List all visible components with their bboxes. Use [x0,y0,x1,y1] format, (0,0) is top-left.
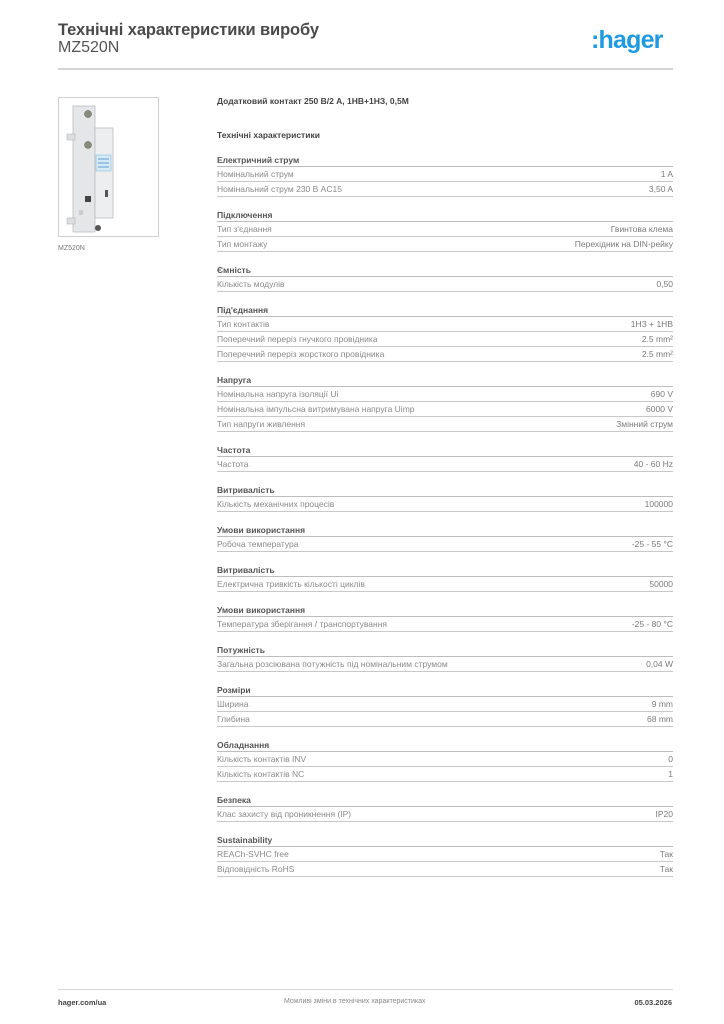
spec-group [217,603,673,632]
spec-label: Робоча температура [217,539,299,549]
spec-label: Відповідність RoHS [217,864,295,874]
spec-row [217,182,673,197]
spec-row [217,402,673,417]
spec-row [217,417,673,432]
spec-group [217,523,673,552]
spec-row [217,807,673,822]
spec-label: Кількість механічних процесів [217,499,335,509]
spec-label: Частота [217,459,249,469]
spec-value: -25 - 55 °C [631,539,673,549]
spec-group-title: Напруга [217,373,673,387]
spec-group-title: Частота [217,443,673,457]
spec-group-title: Витривалість [217,563,673,577]
spec-label: Клас захисту від проникнення (IP) [217,809,352,819]
header-divider [58,68,673,70]
spec-value: Змінний струм [616,419,673,429]
spec-group-title: Безпека [217,793,673,807]
spec-row [217,752,673,767]
spec-value: 68 mm [647,714,673,724]
spec-value: 50000 [649,579,673,589]
spec-row [217,387,673,402]
spec-value: 1 A [660,169,673,179]
spec-row [217,347,673,362]
spec-row [217,277,673,292]
spec-value: 3,50 A [648,184,673,194]
spec-value: Так [659,849,673,859]
spec-value: Так [659,864,673,874]
spec-group-title: Розміри [217,683,673,697]
spec-group [217,443,673,472]
spec-group [217,643,673,672]
spec-value: Гвинтова клема [610,224,673,234]
spec-group-title: Потужність [217,643,673,657]
spec-row [217,332,673,347]
spec-group-title: Ємність [217,263,673,277]
spec-label: Тип напруги живлення [217,419,306,429]
footer-divider [58,989,673,990]
spec-label: Тип контактів [217,319,270,329]
spec-label: Ширина [217,699,249,709]
spec-group [217,833,673,877]
spec-group-title: Під'єднання [217,303,673,317]
spec-group [217,683,673,727]
spec-group-title: Умови використання [217,603,673,617]
footer-website: hager.com/ua [58,998,107,1007]
spec-value: 2.5 mm² [641,334,673,344]
spec-label: Тип монтажу [217,239,268,249]
spec-group [217,303,673,362]
spec-row [217,617,673,632]
spec-value: 9 mm [651,699,673,709]
spec-label: Поперечний переріз гнучкого провідника [217,334,378,344]
spec-value: IP20 [655,809,673,819]
spec-value: Перехідник на DIN-рейку [574,239,673,249]
spec-label: Температура зберігання / транспортування [217,619,388,629]
spec-value: 690 V [650,389,673,399]
spec-label: Номінальний струм 230 В AC15 [217,184,342,194]
spec-row [217,657,673,672]
spec-label: Поперечний переріз жорсткого провідника [217,349,385,359]
specifications-list [217,153,673,888]
spec-group [217,738,673,782]
product-image [58,97,159,237]
page-title: Технічні характеристики виробу [58,21,319,39]
spec-label: Номінальний струм [217,169,294,179]
spec-group [217,263,673,292]
spec-value: 6000 V [646,404,673,414]
spec-row [217,537,673,552]
spec-group-title: Електричний струм [217,153,673,167]
spec-label: Загальна розсіювана потужність під номінальним струмом [217,659,448,669]
spec-value: 100000 [644,499,673,509]
spec-row [217,497,673,512]
product-description: Додатковий контакт 250 В/2 А, 1НВ+1НЗ, 0,5М [217,96,409,106]
spec-label: REACh-SVHC free [217,849,289,859]
spec-row [217,577,673,592]
spec-group [217,793,673,822]
spec-value: 0 [668,754,673,764]
footer-date: 05.03.2026 [634,998,672,1007]
spec-group [217,208,673,252]
spec-value: 2.5 mm² [641,349,673,359]
footer-notice: Можливі зміни в технічних характеристиках [284,998,426,1005]
spec-row [217,697,673,712]
hager-logo: :hager [591,26,663,54]
spec-row [217,317,673,332]
spec-group [217,153,673,197]
spec-label: Глибина [217,714,250,724]
spec-label: Електрична тривкість кількості циклів [217,579,365,589]
spec-value: -25 - 80 °C [631,619,673,629]
spec-row [217,457,673,472]
spec-group-title: Обладнання [217,738,673,752]
spec-label: Номінальна імпульсна витримувана напруга Uimp [217,404,415,414]
spec-row [217,222,673,237]
product-code: MZ520N [58,39,120,56]
spec-row [217,712,673,727]
spec-value: 0,50 [656,279,673,289]
spec-label: Номінальна напруга ізоляції Ui [217,389,339,399]
spec-label: Кількість модулів [217,279,285,289]
spec-row [217,862,673,877]
spec-group [217,563,673,592]
spec-row [217,847,673,862]
spec-row [217,767,673,782]
image-caption: MZ520N [58,245,85,252]
spec-label: Кількість контактів NC [217,769,305,779]
spec-group-title: Умови використання [217,523,673,537]
spec-group-title: Sustainability [217,833,673,847]
spec-label: Кількість контактів INV [217,754,307,764]
spec-value: 0,04 W [646,659,673,669]
spec-group-title: Витривалість [217,483,673,497]
spec-value: 40 - 60 Hz [633,459,673,469]
spec-group-title: Підключення [217,208,673,222]
spec-row [217,237,673,252]
specifications-heading: Технічні характеристики [217,130,320,140]
spec-label: Тип з'єднання [217,224,272,234]
auxiliary-contact-device-icon [59,98,159,237]
spec-value: 1НЗ + 1НВ [630,319,673,329]
spec-group [217,483,673,512]
spec-value: 1 [668,769,673,779]
spec-group [217,373,673,432]
spec-row [217,167,673,182]
